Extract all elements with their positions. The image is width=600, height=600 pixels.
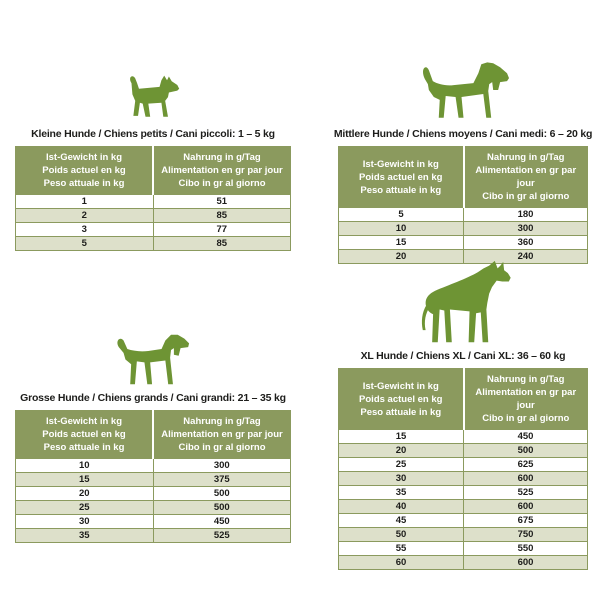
food-cell: 625 xyxy=(464,458,588,472)
food-cell: 85 xyxy=(153,209,291,223)
table-row xyxy=(339,472,588,486)
table-row xyxy=(16,237,291,251)
table-row xyxy=(339,514,588,528)
header-line: Peso attuale in kg xyxy=(43,178,125,189)
food-cell: 600 xyxy=(464,500,588,514)
feeding-table-xl xyxy=(338,368,588,570)
header-row xyxy=(16,147,291,195)
header-line: Cibo in gr al giorno xyxy=(178,442,266,453)
weight-cell: 15 xyxy=(16,473,154,487)
weight-cell: 10 xyxy=(339,222,464,236)
header-line: Ist-Gewicht in kg xyxy=(45,152,122,163)
weight-cell: 55 xyxy=(339,542,464,556)
table-row xyxy=(339,430,588,444)
food-cell: 550 xyxy=(464,542,588,556)
food-cell: 77 xyxy=(153,223,291,237)
table-row xyxy=(16,501,291,515)
header-line: Peso attuale in kg xyxy=(360,184,442,196)
weight-cell: 30 xyxy=(16,515,154,529)
section-large-dogs xyxy=(15,330,291,543)
table-row xyxy=(339,208,588,222)
food-cell: 500 xyxy=(464,444,588,458)
header-line: Nahrung in g/Tag xyxy=(183,152,261,163)
labrador-silhouette xyxy=(113,331,193,388)
weight-cell: 40 xyxy=(339,500,464,514)
section-title: Kleine Hunde / Chiens petits / Cani piccoli: 1 – 5 kg xyxy=(31,128,275,140)
food-cell: 525 xyxy=(464,486,588,500)
weight-cell: 50 xyxy=(339,528,464,542)
food-cell: 500 xyxy=(153,487,291,501)
medium-dog-icon xyxy=(416,52,511,124)
header-row xyxy=(16,411,291,459)
table-row xyxy=(339,444,588,458)
great-dane-silhouette xyxy=(413,260,513,346)
food-cell: 240 xyxy=(464,250,588,264)
weight-cell: 20 xyxy=(339,250,464,264)
header-line: Poids actuel en kg xyxy=(359,171,443,183)
food-cell: 450 xyxy=(153,515,291,529)
food-cell: 750 xyxy=(464,528,588,542)
header-line: Nahrung in g/Tag xyxy=(183,416,261,427)
weight-cell: 3 xyxy=(16,223,154,237)
header-line: Cibo in gr al giorno xyxy=(178,178,266,189)
weight-column-header xyxy=(16,147,154,195)
header-line: Cibo in gr al giorno xyxy=(482,413,570,424)
feeding-table-medium xyxy=(338,146,588,264)
header-line: Poids actuel en kg xyxy=(359,393,443,405)
xl-dog-icon xyxy=(413,258,513,346)
food-cell: 85 xyxy=(153,237,291,251)
table-row xyxy=(339,556,588,570)
food-cell: 360 xyxy=(464,236,588,250)
weight-cell: 15 xyxy=(339,430,464,444)
weight-cell: 35 xyxy=(16,529,154,543)
table-row xyxy=(16,459,291,473)
header-line: Alimentation en gr par jour xyxy=(161,165,283,176)
food-cell: 675 xyxy=(464,514,588,528)
table-row xyxy=(339,222,588,236)
weight-cell: 20 xyxy=(16,487,154,501)
weight-cell: 5 xyxy=(339,208,464,222)
section-xl-dogs xyxy=(338,258,588,570)
section-title: Grosse Hunde / Chiens grands / Cani grandi: 21 – 35 kg xyxy=(20,392,286,404)
header-line: Cibo in gr al giorno xyxy=(482,191,570,202)
section-medium-dogs xyxy=(333,52,593,264)
table-row xyxy=(339,528,588,542)
weight-cell: 45 xyxy=(339,514,464,528)
weight-column-header xyxy=(339,369,464,430)
table-row xyxy=(16,529,291,543)
weight-cell: 35 xyxy=(339,486,464,500)
weight-cell: 25 xyxy=(16,501,154,515)
food-column-header xyxy=(153,411,291,459)
weight-cell: 5 xyxy=(16,237,154,251)
weight-cell: 1 xyxy=(16,195,154,209)
table-row xyxy=(339,500,588,514)
header-line: Poids actuel en kg xyxy=(42,165,126,176)
food-cell: 51 xyxy=(153,195,291,209)
food-cell: 375 xyxy=(153,473,291,487)
weight-cell: 25 xyxy=(339,458,464,472)
weight-cell: 15 xyxy=(339,236,464,250)
header-row xyxy=(339,147,588,208)
food-column-header xyxy=(153,147,291,195)
beagle-silhouette xyxy=(416,60,511,124)
table-row xyxy=(339,236,588,250)
weight-cell: 30 xyxy=(339,472,464,486)
table-row xyxy=(16,473,291,487)
header-line: Ist-Gewicht in kg xyxy=(362,158,439,170)
header-line: Ist-Gewicht in kg xyxy=(45,416,122,427)
header-line: Peso attuale in kg xyxy=(360,406,442,418)
header-line: Ist-Gewicht in kg xyxy=(362,380,439,392)
table-row xyxy=(16,223,291,237)
food-cell: 600 xyxy=(464,556,588,570)
food-column-header xyxy=(464,369,588,430)
header-line: Alimentation en gr par jour xyxy=(161,429,283,440)
feeding-table-small xyxy=(15,146,291,251)
table-row xyxy=(16,515,291,529)
food-column-header xyxy=(464,147,588,208)
weight-cell: 2 xyxy=(16,209,154,223)
feeding-table-large xyxy=(15,410,291,543)
table-row xyxy=(339,486,588,500)
food-cell: 600 xyxy=(464,472,588,486)
table-row xyxy=(339,458,588,472)
section-small-dogs xyxy=(15,60,291,251)
food-cell: 300 xyxy=(153,459,291,473)
section-title: Mittlere Hunde / Chiens moyens / Cani medi: 6 – 20 kg xyxy=(333,128,593,140)
header-line: Peso attuale in kg xyxy=(43,442,125,453)
section-title: XL Hunde / Chiens XL / Cani XL: 36 – 60 kg xyxy=(360,350,566,362)
table-row xyxy=(16,209,291,223)
weight-cell: 20 xyxy=(339,444,464,458)
header-line: Alimentation en gr par jour xyxy=(475,165,577,189)
food-cell: 500 xyxy=(153,501,291,515)
header-line: Nahrung in g/Tag xyxy=(487,152,565,163)
table-row xyxy=(16,487,291,501)
header-row xyxy=(339,369,588,430)
header-line: Poids actuel en kg xyxy=(42,429,126,440)
small-dog-icon xyxy=(124,60,182,124)
weight-column-header xyxy=(16,411,154,459)
food-cell: 180 xyxy=(464,208,588,222)
weight-cell: 60 xyxy=(339,556,464,570)
table-row xyxy=(339,542,588,556)
table-row xyxy=(16,195,291,209)
large-dog-icon xyxy=(113,330,193,388)
food-cell: 525 xyxy=(153,529,291,543)
weight-column-header xyxy=(339,147,464,208)
food-cell: 300 xyxy=(464,222,588,236)
food-cell: 450 xyxy=(464,430,588,444)
weight-cell: 10 xyxy=(16,459,154,473)
header-line: Alimentation en gr par jour xyxy=(475,387,577,411)
terrier-silhouette xyxy=(124,74,182,124)
header-line: Nahrung in g/Tag xyxy=(487,374,565,385)
